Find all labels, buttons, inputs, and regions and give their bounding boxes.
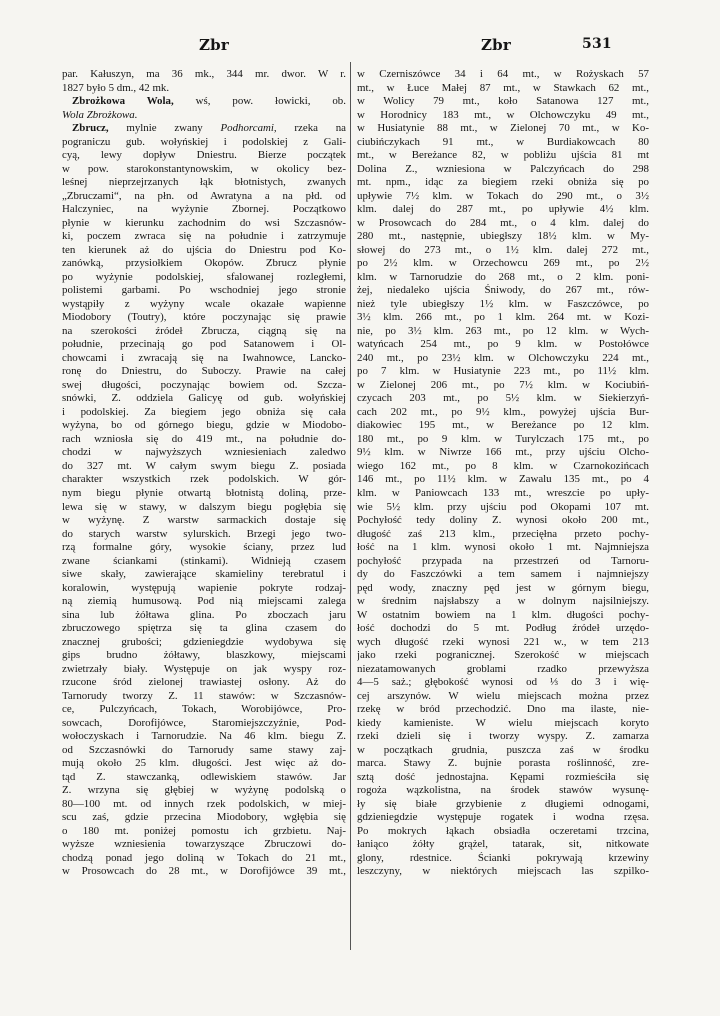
text-line: na szerokości źródeł Zbrucza, ciągną się na	[62, 324, 346, 337]
text-line: cach 202 mt., po 9½ klm., powyżej ujścia Bur-	[357, 405, 649, 418]
text-line: lewa się w stawy, w dalszym biegu pogłębia się	[62, 500, 346, 513]
text-line: zwietrzały biały. Występuje on jak wyspy roz-	[62, 662, 346, 675]
text-line: koralowin, występują wapienie pokryte rodzaj-	[62, 581, 346, 594]
text-line: w Prosowcach do 284 mt., o 4 klm. dalej do	[357, 216, 649, 229]
text-line: w Zielonej 206 mt., po 7½ klm. w Kociubiń-	[357, 378, 649, 391]
text-line: mt., w Łuce Małej 87 mt., w Stawkach 62 mt.,	[357, 81, 649, 94]
text-line: rogoża wązkolistna, na środek stawów wysunę-	[357, 784, 649, 797]
text-line: żej, niedaleko ujścia Śniwody, do 267 mt., rów-	[357, 284, 649, 297]
text-line: i podolskiej. Za biegiem jego obniża się cała	[62, 405, 346, 418]
text-line: chodzi w najwyższych wzniesieniach zaledwo	[62, 446, 346, 459]
text-line: mt., w Bereżance 82, w pobliżu ujścia 81 mt	[357, 149, 649, 162]
text-line: wołoczyskach i Tarnorudzie. Na 46 klm. biegu Z.	[62, 730, 346, 743]
text-line: par. Kałuszyn, ma 36 mk., 344 mr. dwor. W r.	[62, 68, 346, 80]
text-line: długość zaś 213 klm., przecięłna przeto pochy-	[357, 527, 649, 540]
text-line	[62, 95, 346, 109]
text-line	[62, 122, 346, 136]
text-line: Halczyniec, na wyżynie Zbornej. Początkowo	[62, 203, 346, 216]
text-line: polistemi garbami. Po wschodniej jego stronie	[62, 284, 346, 297]
text-line: 80—100 mt. od innych rzek podolskich, w miej-	[62, 797, 346, 810]
right-text-column	[357, 68, 649, 879]
text-line: chowcami i zwracają się na Iwahnowce, Lancko-	[62, 351, 346, 364]
left-text-column	[62, 68, 346, 879]
text-line: watyńcach 254 mt., po 9 klm. w Postołówce	[357, 338, 649, 351]
text-line: zanówką, przysiołkiem Okopów. Zbrucz płynie	[62, 257, 346, 270]
text-line: w wyżynę. Z warstw sarmackich dostaje się	[62, 514, 346, 527]
text-line: nym biegu płynie otwartą błotnistą doliną, prze-	[62, 486, 346, 499]
text-line: sowcach, Dorofijówce, Staromiejszczyźnie, Pod-	[62, 716, 346, 729]
headword: Zbrożkowa Wola,	[72, 95, 174, 108]
text-line: glony, rdestnice. Ścianki pokrywają krzewiny	[357, 851, 649, 864]
running-head-right: Zbr	[481, 36, 511, 54]
text-line: ciubińczykach 91 mt., w Burdiakowcach 80	[357, 135, 649, 148]
text-line: w średnim najsłabszy a w dolnym najsilniejszy.	[357, 595, 649, 608]
text-line: łość na 1 klm. wynosi około 1 mt. Najmniejsza	[357, 541, 649, 554]
text-line: zbruczowego spiętrza się ta glina czasem do	[62, 622, 346, 635]
text-line: swej długości, poczynając bowiem od. Szcza-	[62, 378, 346, 391]
text-line: W ostatnim bowiem na 1 klm. długości pochy-	[357, 608, 649, 621]
text-line: po 7 klm. w Husiatynie 223 mt., po 11½ klm.	[357, 365, 649, 378]
text-line: snówki, Z. oddziela Galicyę od gub. wołyńskiej	[62, 392, 346, 405]
text-line: diakowiec 195 mt., w Bereżance po 12 klm.	[357, 419, 649, 432]
text-line: po wyżynie podolskiej, sfalowanej rozległemi,	[62, 270, 346, 283]
text-line: gdzieniegdzie występuje rogatek i wodna rzęsa.	[357, 811, 649, 824]
text-line: 1827 było 5 dm., 42 mk.	[62, 81, 170, 94]
text-line: ki, poczem zwraca się na południe i zatrzymuje	[62, 230, 346, 243]
text-line: charakter wszystkich rzek podolskich. W gór-	[62, 473, 346, 486]
text-line: płynie w kierunku zachodnim do wsi Szczasnów-	[62, 216, 346, 229]
text-line: klm. w Tarnorudzie do 268 mt., o 2 klm. poni-	[357, 270, 649, 283]
text-line: po 2½ klm. w Orzechowcu 269 mt., po 2½	[357, 257, 649, 270]
headword: Zbrucz,	[72, 122, 109, 135]
text-line	[62, 109, 346, 123]
text-line: czycach 203 mt., po 5½ klm. w Siekierzyń-	[357, 392, 649, 405]
text-line: Po mokrych łąkach obsiadła oczeretami trzcina,	[357, 824, 649, 837]
text-line: ły się białe grzybienie z długiemi odnogami,	[357, 797, 649, 810]
text-line: Dolina Z., wzniesiona w Palczyńcach do 298	[357, 162, 649, 175]
text-line: w początkach grudnia, puszcza zaś w środku	[357, 743, 649, 756]
text-line: w pow. starokonstantynowskim, w okolicy bez-	[62, 162, 346, 175]
text-line: zwane ściankami (stinkami). Widnieją czasem	[62, 554, 346, 567]
text-line: gips brudno żółtawy, blaszkowy, miejscami	[62, 649, 346, 662]
text-line: mują około 25 klm. długości. Jest więc aż do-	[62, 757, 346, 770]
text-line: łość dochodzi do 5 mt. Podług źródeł urzędo-	[357, 622, 649, 635]
text-span: wś, pow. łowicki, ob.	[173, 95, 346, 108]
text-line: wyżyna, bo od górnego biegu, gdzie w Miodobo-	[62, 419, 346, 432]
text-line: leśnej nieprzejrzanych łąk błotnistych, zwanych	[62, 176, 346, 189]
text-line: 180 mt., po 9 klm. w Turylczach 175 mt., po	[357, 432, 649, 445]
text-line: nie, po 3½ klm. 263 mt., po 12 klm. w Wych-	[357, 324, 649, 337]
text-line: sztą dość jednostajna. Kępami rozmieściła się	[357, 770, 649, 783]
text-line: wych długość rzeki wynosi 221 w., w tem 213	[357, 635, 649, 648]
text-line: w Horodnicy 183 mt., w Olchowczyku 49 mt.,	[357, 108, 649, 121]
text-line: mt. npm., idąc za biegiem rzeki obniża się po	[357, 176, 649, 189]
text-line: wie 5½ klm. przy ujściu pod Okopami 107 mt.	[357, 500, 649, 513]
text-line: w Prosowcach do 28 mt., w Dorofijówce 39 mt.,	[62, 865, 346, 878]
text-line: sina lub żółtawa glina. Po zboczach jaru	[62, 608, 346, 621]
text-line: ronę do Dniestru, do Suboczy. Prawie na całej	[62, 365, 346, 378]
text-line: niezatamowanych groblami rzadko przewyższa	[357, 662, 649, 675]
text-line: wystąpiły z wyżyny wcale okazałe wapienne	[62, 297, 346, 310]
text-line: wyższe wzniesienia towarzyszące Zbruczowi do-	[62, 838, 346, 851]
text-line: Tarnorudy tworzy Z. 11 stawów: w Szczasnów-	[62, 689, 346, 702]
text-line: znacznej grubości; gdzieniegdzie wydobywa się	[62, 635, 346, 648]
text-line: klm. dalej do 287 mt., po upływie 4½ klm.	[357, 203, 649, 216]
italic-text: Podhorcami,	[220, 122, 277, 135]
text-line: do 327 mt. W całym swym biegu Z. posiada	[62, 459, 346, 472]
text-line: pochyłość przypada na przestrzeń od Tarnoru-	[357, 554, 649, 567]
text-line: jako rzeki pogranicznej. Szerokość w miejscach	[357, 649, 649, 662]
running-head-left: Zbr	[199, 36, 229, 54]
text-line: 3½ klm. 266 mt., po 1 klm. 264 mt. w Kozi-	[357, 311, 649, 324]
text-line: ten kierunek aż do ujścia do Dniestru pod Ko-	[62, 243, 346, 256]
text-line: leszczyny, w niektórych miejscach las szpilko-	[357, 865, 649, 878]
text-line: siwe skały, zawierające skamieliny terebratul i	[62, 568, 346, 581]
text-line: Z. wrzyna się głębiej w wyżynę podolską o	[62, 784, 346, 797]
text-line: upływie 7½ klm. w Tokach do 290 mt., o 3½	[357, 189, 649, 202]
page-number: 531	[582, 36, 612, 52]
text-line: Pochyłość tedy doliny Z. wynosi około 200 mt.,	[357, 514, 649, 527]
text-line: rzucone śród zielonej trawiastej osłony. Aż do	[62, 676, 346, 689]
text-line: scu zaś, gdzie przecina Miodobory, wgłębia się	[62, 811, 346, 824]
italic-text: Wola Zbrożkowa.	[62, 108, 138, 121]
text-line: 4—5 saż.; głębokość wynosi od ⅓ do 3 i wię-	[357, 676, 649, 689]
text-line: „Zbruczami“, na płn. od Awratyna a na płd. od	[62, 189, 346, 202]
text-line: w Czerniszówce 34 i 64 mt., w Rożyskach 57	[357, 68, 649, 80]
text-line: pęd wody, znaczny pęd jest w górnym biegu,	[357, 581, 649, 594]
text-line: rzekę w bród przechodzić. Dno ma ilaste, nie-	[357, 703, 649, 716]
text-line: w Wolicy 79 mt., koło Satanowa 127 mt.,	[357, 95, 649, 108]
text-line: chodzą ponad jego doliną w Tokach do 21 mt.,	[62, 851, 346, 864]
text-line: ną ziemią humusową. Pod nią miejscami zalega	[62, 595, 346, 608]
text-line: 146 mt., po 11½ klm. w Zawalu 135 mt., po 4	[357, 473, 649, 486]
text-line: 9½ klm. w Niwrze 166 mt., przy ujściu Olcho-	[357, 446, 649, 459]
text-line: południe, przecinają go pod Satanowem i Ol-	[62, 338, 346, 351]
text-line: pograniczu gub. wołyńskiej i podolskiej z Gali-	[62, 135, 346, 148]
column-divider	[350, 62, 351, 950]
text-line: 280 mt., następnie, ubiegłszy 18½ klm. w My-	[357, 230, 649, 243]
text-span: rzeka na	[276, 122, 346, 135]
text-line: marca. Stawy Z. bujnie porasta roślinność, zre-	[357, 757, 649, 770]
text-line: do starych warstw sylurskich. Brzegi jego two-	[62, 527, 346, 540]
text-line: cyą, lewy dopływ Dniestru. Bierze początek	[62, 149, 346, 162]
text-line: o 180 mt. poniżej pomostu ich grzbietu. Naj-	[62, 824, 346, 837]
text-line: wiego 162 mt., po 8 klm. w Czarnokozińcach	[357, 459, 649, 472]
text-line: rach wzniosła się do 419 mt., na południe do-	[62, 432, 346, 445]
text-line: łaniąco żółty grążel, tatarak, sit, nitkowate	[357, 838, 649, 851]
text-line: 240 mt., po 23½ klm. w Olchowczyku 224 mt.,	[357, 351, 649, 364]
text-line: kiedy kamieniste. W wielu miejscach koryto	[357, 716, 649, 729]
text-line: ce, Pulczyńcach, Tokach, Worobijówce, Pro-	[62, 703, 346, 716]
text-line: rzą formalne góry, wysokie ściany, przez lud	[62, 541, 346, 554]
text-line: cej arszynów. W wielu miejscach można przez	[357, 689, 649, 702]
text-line: słowej do 273 mt., o 1½ klm. dalej 272 mt.,	[357, 243, 649, 256]
text-line: nież tyle ubiegłszy 1½ klm. w Faszczówce, po	[357, 297, 649, 310]
text-line: w Husiatynie 88 mt., w Zielonej 70 mt., w Ko-	[357, 122, 649, 135]
text-line: klm. w Paniowcach 133 mt., wreszcie po upły-	[357, 486, 649, 499]
text-line: od Szczasnówki do Tarnorudy same stawy zaj-	[62, 743, 346, 756]
text-line: tąd Z. stawczanką, odlewiskiem stawów. Jar	[62, 770, 346, 783]
text-line: Miodobory (Toutry), które poczynając się prawie	[62, 311, 346, 324]
text-line: rzeki dzieli się i tworzy wyspy. Z. zamarza	[357, 730, 649, 743]
text-span: mylnie zwany	[108, 122, 221, 135]
text-line: dy do Faszczówki a tem samem i najmniejszy	[357, 568, 649, 581]
